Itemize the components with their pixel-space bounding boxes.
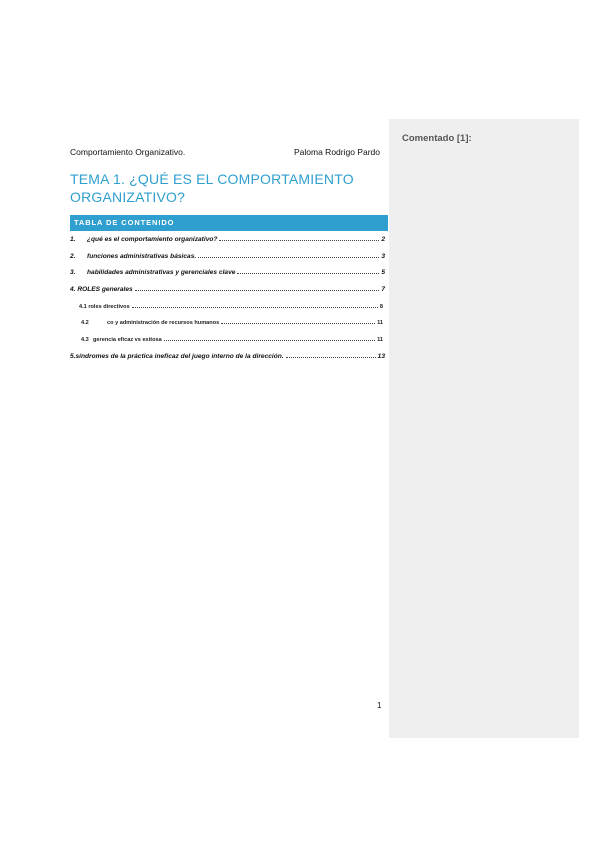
toc-entry-4-1[interactable] — [79, 304, 383, 310]
toc-leader-dots — [132, 306, 378, 308]
toc-entry-4[interactable] — [70, 286, 385, 293]
toc-entry-4-3[interactable] — [81, 337, 383, 343]
toc-entry-number: 4.2 — [81, 320, 89, 326]
toc-entry-number: 3. — [70, 269, 76, 276]
toc-leader-dots — [198, 256, 379, 258]
toc-leader-dots — [221, 322, 375, 324]
toc-entry-2[interactable] — [70, 253, 385, 260]
toc-entry-number: 4.3 — [81, 337, 89, 343]
toc-entry-text: funciones administrativas básicas. — [87, 253, 197, 260]
toc-entry-page: 3 — [381, 253, 385, 260]
toc-leader-dots — [135, 289, 380, 291]
toc-entry-page: 7 — [381, 286, 385, 293]
toc-entry-page: 11 — [377, 337, 383, 343]
toc-leader-dots — [286, 356, 376, 358]
toc-entry-text: 4. ROLES generales — [70, 286, 133, 293]
toc-leader-dots — [219, 239, 379, 241]
toc-entry-1[interactable] — [70, 236, 385, 243]
header-author: Paloma Rodrigo Pardo — [294, 147, 380, 157]
toc-entry-text: ¿qué es el comportamiento organizativo? — [87, 236, 218, 243]
toc-entry-text: habilidades administrativas y gerenciales clave — [87, 269, 236, 276]
toc-entry-number: 2. — [70, 253, 76, 260]
toc-entry-page: 8 — [379, 304, 383, 310]
toc-entry-4-2[interactable] — [81, 320, 383, 326]
toc-leader-dots — [164, 339, 375, 341]
toc-entry-page: 13 — [377, 353, 385, 360]
toc-entry-text: co y administración de recursos humanos — [107, 320, 220, 326]
toc-entry-page: 2 — [381, 236, 385, 243]
toc-entry-5[interactable] — [70, 353, 385, 360]
toc-entry-text: 4.1 roles directivos — [79, 304, 130, 310]
toc-entry-text: 5.síndromes de la práctica ineficaz del juego interno de la dirección. — [70, 353, 284, 360]
comment-title: Comentado [1]: — [402, 133, 472, 144]
toc-heading: TABLA DE CONTENIDO — [70, 215, 388, 231]
document-title: TEMA 1. ¿QUÉ ES EL COMPORTAMIENTO ORGANIZATIVO? — [70, 171, 354, 205]
header-course-title: Comportamiento Organizativo. — [70, 147, 186, 157]
toc-leader-dots — [237, 272, 379, 274]
toc-entry-text: gerencia eficaz vs exitosa — [93, 337, 162, 343]
comment-pane[interactable] — [389, 119, 579, 738]
toc-entry-page: 5 — [381, 269, 385, 276]
toc-entry-page: 11 — [377, 320, 383, 326]
toc-entry-number: 1. — [70, 236, 76, 243]
page-number: 1 — [377, 701, 382, 710]
toc-entry-3[interactable] — [70, 269, 385, 276]
